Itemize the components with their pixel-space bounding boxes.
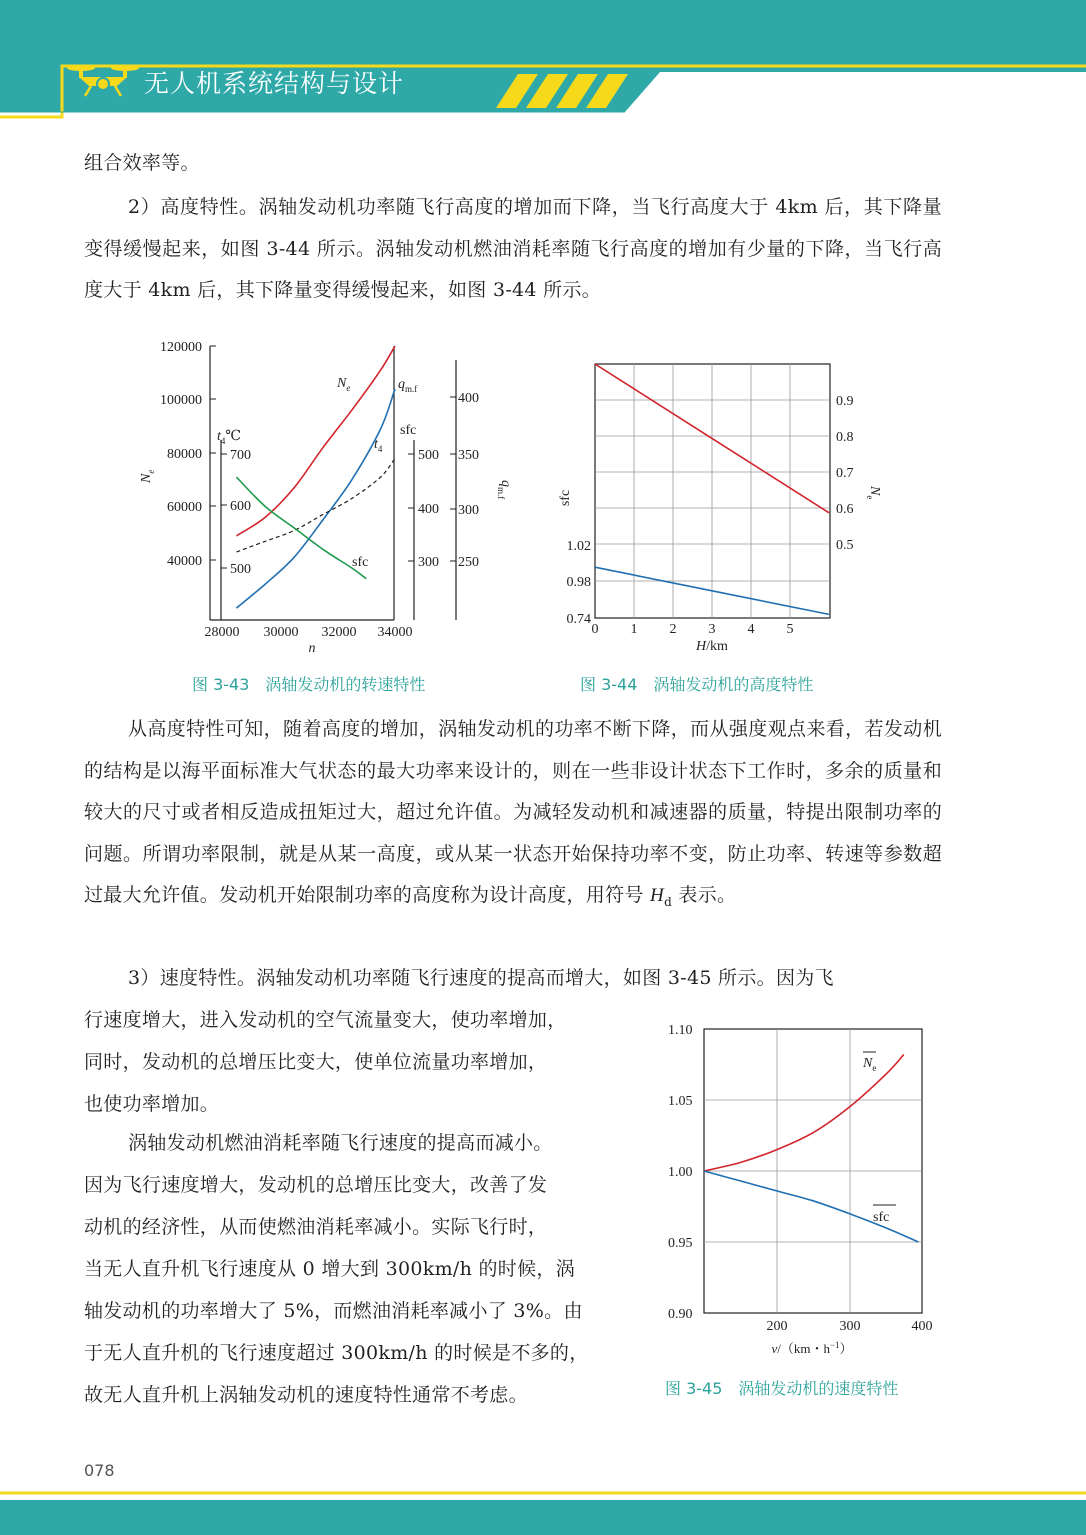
header-banner — [0, 0, 1086, 125]
paragraph-5-line-5: 轴发动机的功率增大了 5%，而燃油消耗率减小了 3%。由 — [84, 1300, 583, 1322]
fig43-x-tick-label: 28000 — [204, 625, 240, 640]
fig43-x-tick-label: 34000 — [377, 625, 413, 640]
fig45-x-tick-label: 400 — [911, 1319, 933, 1334]
svg-text:sfc: sfc — [873, 1210, 890, 1225]
fig43-ne-ticks — [160, 340, 216, 569]
fig43-ne-tick-label: 60000 — [167, 500, 202, 515]
fig43-series-qmf — [236, 389, 395, 608]
fig43-t4-tick-label: 500 — [230, 562, 251, 577]
fig43-qmf-tick-label: 300 — [458, 503, 479, 518]
fig43-qmf-axis-title: $q_{m.f}$ — [496, 480, 513, 500]
fig43-label-sfc: sfc — [352, 555, 369, 570]
fig43-ne-tick-label: 120000 — [160, 340, 202, 355]
fig43-label-sfc-axis: sfc — [400, 423, 417, 438]
fig44-caption: 图 3-44 涡轴发动机的高度特性 — [580, 675, 814, 694]
fig43-qmf-ticks — [450, 391, 479, 570]
paragraph-4-line-2: 行速度增大，进入发动机的空气流量变大，使功率增加， — [84, 1009, 567, 1031]
fig45-series-sfc — [704, 1171, 918, 1242]
fig43-caption: 图 3-43 涡轴发动机的转速特性 — [192, 675, 426, 694]
fig44-ne-tick-label: 0.8 — [836, 430, 854, 445]
fig45-y-ticks — [668, 1023, 693, 1322]
page-number: 078 — [84, 1461, 115, 1480]
fig45-label-ne — [862, 1052, 876, 1073]
fig43-series-ne — [236, 346, 395, 536]
fig45-y-tick-label: 0.95 — [668, 1236, 693, 1251]
fig45-x-axis-label: v/（km・$h^{-1}$） — [771, 1340, 853, 1356]
fig43-qmf-tick-label: 400 — [458, 391, 479, 406]
fig45-y-tick-label: 1.10 — [668, 1023, 693, 1038]
figure-3-45 — [660, 1015, 940, 1360]
fig43-sfc-tick-label: 500 — [418, 448, 439, 463]
fig44-ne-tick-label: 0.7 — [836, 466, 854, 481]
fig45-x-tick-label: 200 — [766, 1319, 788, 1334]
fig44-ne-tick-label: 0.9 — [836, 394, 854, 409]
fig44-x-tick-label: 3 — [708, 622, 716, 637]
fig43-t4-tick-label: 600 — [230, 499, 251, 514]
fig44-ne-tick-label: 0.5 — [836, 538, 854, 553]
paragraph-3 — [84, 709, 942, 923]
fig43-label-ne: $N_e$ — [337, 376, 351, 393]
paragraph-5-line-6: 于无人直升机的飞行速度超过 300km/h 的时候是不多的， — [84, 1342, 589, 1364]
paragraph-2: 2）高度特性。涡轴发动机功率随飞行高度的增加而下降，当飞行高度大于 4km 后，其下降量变得缓慢起来，如图 3-44 所示。涡轴发动机燃油消耗率随飞行高度的增加有少量的下降，当飞行高度大于 4km 后，其下降量变得缓慢起来，如图 3-44 所示。 — [84, 196, 942, 301]
fig43-x-tick-label: 30000 — [263, 625, 299, 640]
fig43-qmf-tick-label: 350 — [458, 448, 479, 463]
fig44-ne-axis-title: $N_e$ — [865, 486, 882, 500]
fig43-sfc-tick-label: 300 — [418, 555, 439, 570]
chart-fig45 — [660, 1015, 940, 1360]
page-footer — [0, 1475, 1086, 1535]
fig44-x-tick-label: 2 — [669, 622, 677, 637]
fig43-sfc-tick-label: 400 — [418, 502, 439, 517]
paragraph-5-line-7: 故无人直升机上涡轴发动机的速度特性通常不考虑。 — [84, 1384, 528, 1406]
page-header — [0, 0, 1086, 125]
fig45-label-sfc — [873, 1205, 896, 1225]
fig45-y-tick-label: 1.05 — [668, 1094, 693, 1109]
fig44-x-axis-label: H/km — [696, 639, 728, 654]
fig43-ne-axis-title: $N_e$ — [139, 469, 156, 483]
symbol-hd-sub: d — [664, 894, 673, 909]
fig43-series-t4 — [236, 458, 395, 552]
chart-fig43 — [130, 330, 513, 670]
fig43-t4-tick-label: 700 — [230, 448, 251, 463]
fig45-y-tick-label: 0.90 — [668, 1307, 693, 1322]
paragraph-4-line-1: 3）速度特性。涡轴发动机功率随飞行速度的提高而增大，如图 3-45 所示。因为飞 — [128, 967, 834, 989]
fig45-x-ticks — [767, 1319, 933, 1356]
paragraph-5-line-4: 当无人直升机飞行速度从 0 增大到 300km/h 的时候，涡 — [84, 1258, 575, 1280]
fig43-label-t4: $t_4$ — [374, 437, 383, 454]
paragraph-4-line-4: 也使功率增加。 — [84, 1093, 220, 1115]
fig45-y-tick-label: 1.00 — [668, 1165, 693, 1180]
symbol-hd: H — [650, 885, 665, 906]
figure-3-44 — [545, 350, 885, 660]
paragraph-4-line-3: 同时，发动机的总增压比变大，使单位流量功率增加， — [84, 1051, 548, 1073]
fig43-t4-ticks — [221, 448, 251, 577]
fig43-qmf-tick-label: 250 — [458, 555, 479, 570]
fig43-label-t4c: $t_4℃$ — [217, 429, 242, 446]
fig45-x-tick-label: 300 — [839, 1319, 861, 1334]
svg-text:Ne: $N_e$ — [863, 1056, 877, 1073]
fig43-ne-tick-label: 40000 — [167, 554, 202, 569]
paragraph-3-end: 表示。 — [672, 884, 737, 906]
fig45-caption: 图 3-45 涡轴发动机的速度特性 — [665, 1379, 899, 1398]
fig44-x-tick-label: 0 — [591, 622, 599, 637]
book-title: 无人机系统结构与设计 — [144, 69, 405, 98]
paragraph-3-text: 从高度特性可知，随着高度的增加，涡轴发动机的功率不断下降，而从强度观点来看，若发动机的结构是以海平面标准大气状态的最大功率来设计的，则在一些非设计状态下工作时，多余的质量和较大的尺寸或者相反造成扭矩过大，超过允许值。为减轻发动机和减速器的质量，特提出限制功率的问题。所谓功率限制，就是从某一高度，或从某一状态开始保持功率不变，防止功率、转速等参数超过最大允许值。发动机开始限制功率的高度称为设计高度，用符号 — [84, 718, 942, 906]
fig44-sfc-tick-label: 1.02 — [566, 539, 591, 554]
fig44-x-tick-label: 1 — [630, 622, 638, 637]
fig44-left-ticks — [567, 539, 592, 627]
fig43-x-tick-label: 32000 — [321, 625, 357, 640]
fig44-right-ticks — [836, 394, 854, 553]
paragraph-1: 组合效率等。 — [84, 152, 200, 174]
paragraph-5-line-1: 涡轴发动机燃油消耗率随飞行速度的提高而减小。 — [128, 1132, 553, 1154]
chart-fig44 — [545, 350, 885, 660]
fig44-ne-tick-label: 0.6 — [836, 502, 854, 517]
fig43-series-sfc — [236, 477, 369, 579]
paragraph-5-line-3: 动机的经济性，从而使燃油消耗率减小。实际飞行时， — [84, 1216, 548, 1238]
fig43-x-axis-label: n — [308, 641, 316, 656]
fig44-x-ticks — [592, 622, 794, 654]
fig43-label-qmf: $q_{m.f}$ — [398, 377, 418, 394]
figure-3-43 — [130, 330, 513, 670]
fig44-sfc-tick-label: 0.98 — [566, 575, 591, 590]
fig43-ne-tick-label: 100000 — [160, 393, 202, 408]
fig44-sfc-tick-label: 0.74 — [566, 612, 591, 627]
fig43-x-ticks — [205, 625, 413, 656]
fig43-ne-tick-label: 80000 — [167, 447, 202, 462]
fig44-x-tick-label: 4 — [747, 622, 755, 637]
paragraph-5-line-2: 因为飞行速度增大，发动机的总增压比变大，改善了发 — [84, 1174, 548, 1196]
fig44-x-tick-label: 5 — [786, 622, 794, 637]
fig43-sfc-ticks — [408, 448, 439, 570]
fig44-sfc-axis-title: sfc — [558, 489, 573, 507]
